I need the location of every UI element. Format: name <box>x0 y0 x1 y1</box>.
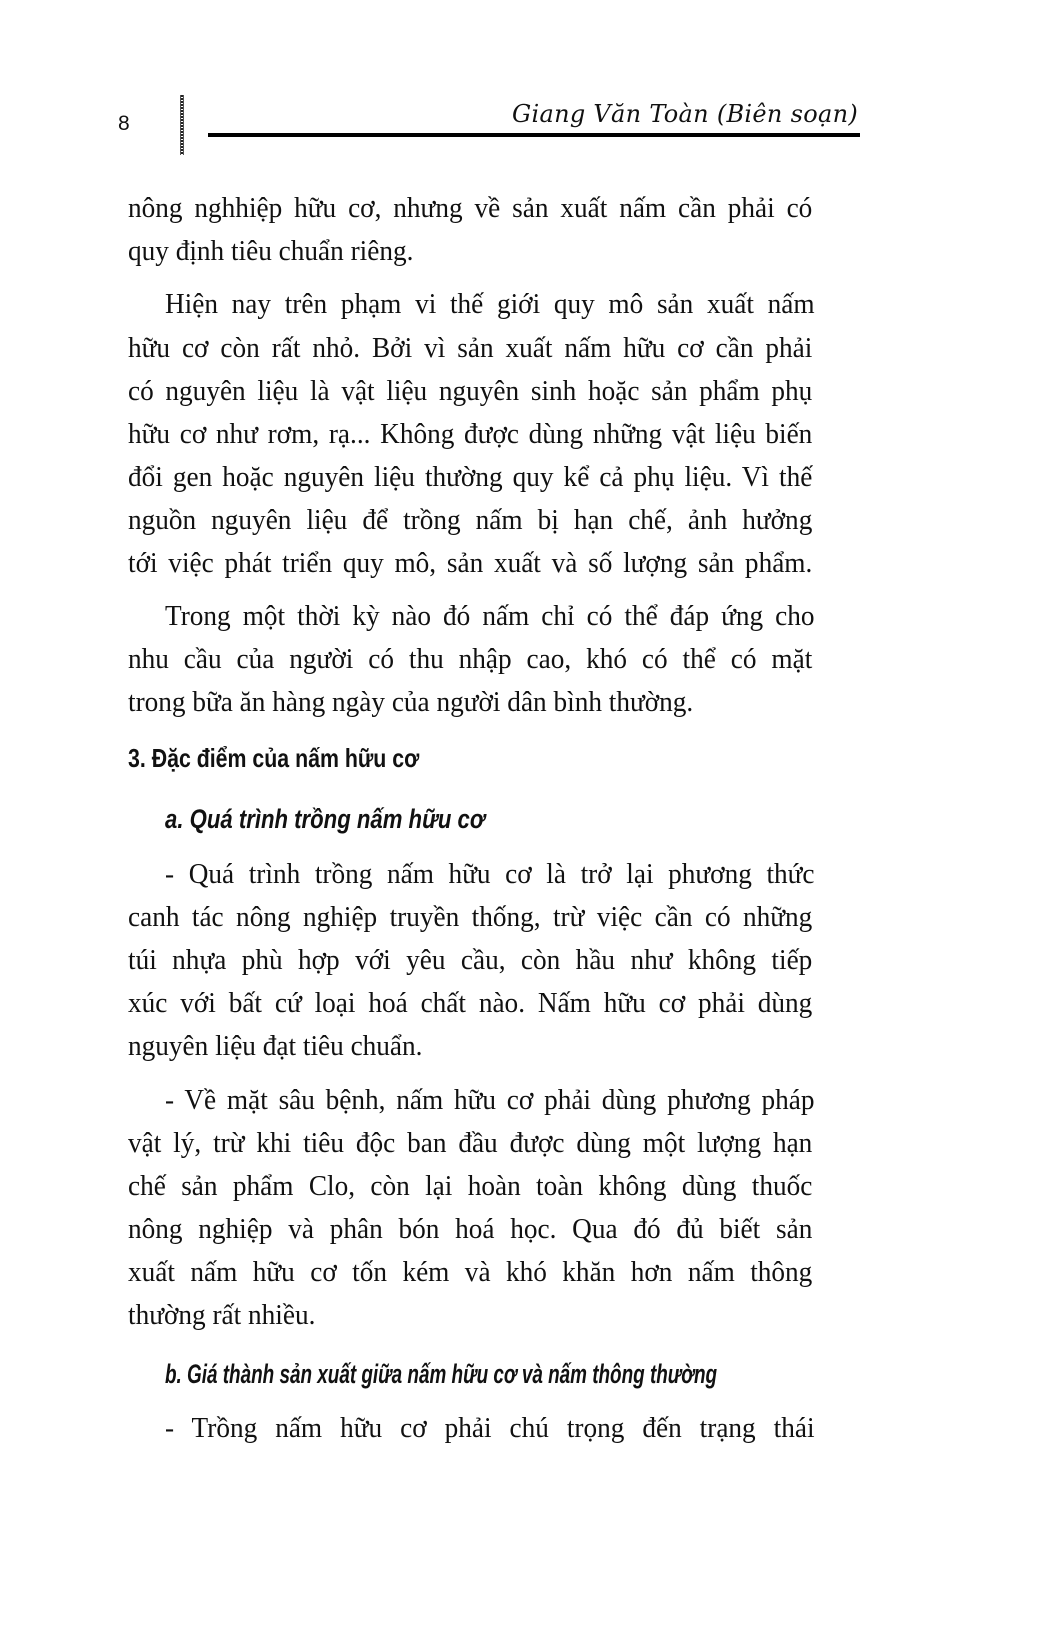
subheading-a: a. Quá trình trồng nấm hữu cơ <box>165 804 485 834</box>
text-line: - Về mặt sâu bệnh, nấm hữu cơ phải dùng phương pháp <box>165 1084 815 1116</box>
text-line: vật lý, trừ khi tiêu độc ban đầu được dùng một lượng hạn <box>128 1127 813 1159</box>
text-line: chế sản phẩm Clo, còn lại hoàn toàn không dùng thuốc <box>128 1170 813 1202</box>
text-line: hữu cơ như rơm, rạ... Không được dùng những vật liệu biến <box>128 418 813 450</box>
text-line: canh tác nông nghiệp truyền thống, trừ việc cần có những <box>128 901 813 933</box>
text-line: trong bữa ăn hàng ngày của người dân bình thường. <box>128 686 694 718</box>
text-line: Hiện nay trên phạm vi thế giới quy mô sản xuất nấm <box>165 288 815 320</box>
subheading-b: b. Giá thành sản xuất giữa nấm hữu cơ và nấm thông thường <box>165 1359 718 1389</box>
running-head-author: Giang Văn Toàn (Biên soạn) <box>512 100 858 128</box>
text-line: xuất nấm hữu cơ tốn kém và khó khăn hơn nấm thông <box>128 1256 813 1288</box>
header-rule <box>208 133 860 137</box>
text-line: Trong một thời kỳ nào đó nấm chỉ có thể đáp ứng cho <box>165 600 815 632</box>
text-line: nông nghiệp và phân bón hoá học. Qua đó đủ biết sản <box>128 1213 813 1245</box>
text-line: tới việc phát triển quy mô, sản xuất và số lượng sản phẩm. <box>128 547 813 579</box>
text-line: quy định tiêu chuẩn riêng. <box>128 235 414 267</box>
decorative-chain-divider <box>180 95 184 155</box>
text-line: nông nghhiệp hữu cơ, nhưng về sản xuất nấm cần phải có <box>128 192 813 224</box>
page-number: 8 <box>118 112 130 135</box>
text-line: - Quá trình trồng nấm hữu cơ là trở lại phương thức <box>165 858 815 890</box>
section-heading: 3. Đặc điểm của nấm hữu cơ <box>128 743 420 773</box>
text-line: nguyên liệu đạt tiêu chuẩn. <box>128 1030 423 1062</box>
text-line: - Trồng nấm hữu cơ phải chú trọng đến trạng thái <box>165 1412 815 1444</box>
text-line: đổi gen hoặc nguyên liệu thường quy kể cả phụ liệu. Vì thế <box>128 461 813 493</box>
text-line: thường rất nhiều. <box>128 1299 316 1331</box>
text-line: xúc với bất cứ loại hoá chất nào. Nấm hữu cơ phải dùng <box>128 987 813 1019</box>
text-line: nguồn nguyên liệu để trồng nấm bị hạn chế, ảnh hưởng <box>128 504 813 536</box>
text-line: nhu cầu của người có thu nhập cao, khó có thể có mặt <box>128 643 813 675</box>
text-line: hữu cơ còn rất nhỏ. Bởi vì sản xuất nấm hữu cơ cần phải <box>128 332 813 364</box>
text-line: có nguyên liệu là vật liệu nguyên sinh hoặc sản phẩm phụ <box>128 375 813 407</box>
text-line: túi nhựa phù hợp với yêu cầu, còn hầu như không tiếp <box>128 944 813 976</box>
